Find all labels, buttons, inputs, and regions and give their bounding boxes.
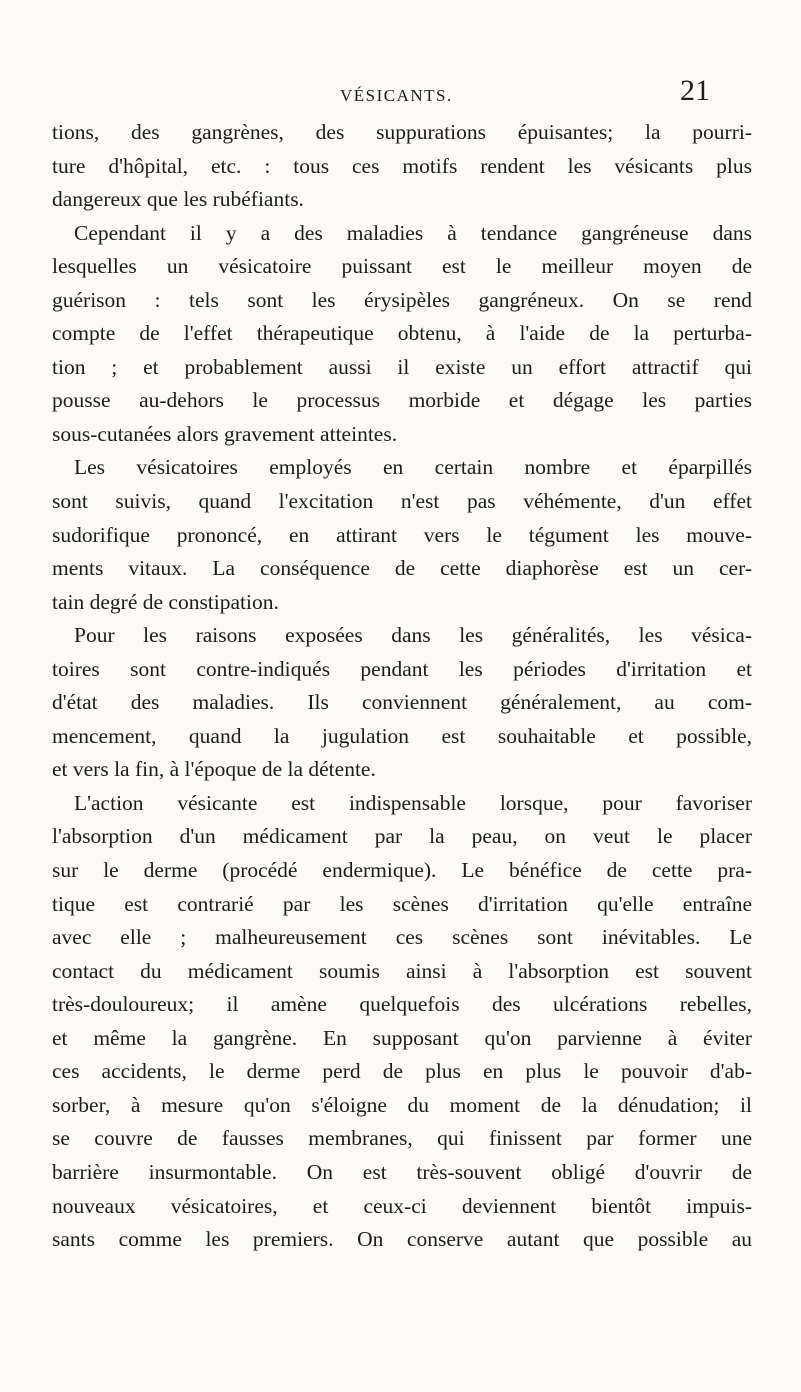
text-line: ces accidents, le derme perd de plus en plus le pouvoir d'ab- [52, 1059, 752, 1084]
text-line: sorber, à mesure qu'on s'éloigne du moment de la dénudation; il [52, 1092, 752, 1117]
text-line: tain degré de constipation. [52, 589, 279, 614]
text-line: et même la gangrène. En supposant qu'on parvienne à éviter [52, 1025, 752, 1050]
text-line: Les vésicatoires employés en certain nombre et éparpillés [74, 455, 752, 480]
text-line: dangereux que les rubéfiants. [52, 187, 304, 212]
text-line: toires sont contre-indiqués pendant les périodes d'irritation et [52, 656, 752, 681]
text-line: compte de l'effet thérapeutique obtenu, à l'aide de la perturba- [52, 321, 752, 346]
text-line: pousse au-dehors le processus morbide et dégage les parties [52, 388, 752, 413]
text-line: L'action vésicante est indispensable lorsque, pour favoriser [74, 790, 752, 815]
text-line: très-douloureux; il amène quelquefois des ulcérations rebelles, [52, 992, 752, 1017]
text-line: sudorifique prononcé, en attirant vers le tégument les mouve- [52, 522, 752, 547]
text-line: nouveaux vésicatoires, et ceux-ci deviennent bientôt impuis- [52, 1193, 752, 1218]
text-line: tions, des gangrènes, des suppurations épuisantes; la pourri- [52, 120, 752, 144]
text-line: se couvre de fausses membranes, qui finissent par former une [52, 1126, 752, 1151]
text-line: ture d'hôpital, etc. : tous ces motifs rendent les vésicants plus [52, 153, 752, 178]
text-line: sous-cutanées alors gravement atteintes. [52, 421, 398, 446]
text-line: guérison : tels sont les érysipèles gangréneux. On se rend [52, 287, 752, 312]
page-number: 21 [680, 74, 710, 107]
text-line: tique est contrarié par les scènes d'irritation qu'elle entraîne [52, 891, 752, 916]
text-line: l'absorption d'un médicament par la peau, on veut le placer [52, 824, 752, 849]
text-line: sants comme les premiers. On conserve autant que possible au [52, 1227, 752, 1252]
body-text [52, 116, 752, 1257]
text-line: contact du médicament soumis ainsi à l'absorption est souvent [52, 958, 752, 983]
text-line: lesquelles un vésicatoire puissant est le meilleur moyen de [52, 254, 752, 279]
text-line: sont suivis, quand l'excitation n'est pas véhémente, d'un effet [52, 489, 752, 514]
text-line: mencement, quand la jugulation est souhaitable et possible, [52, 723, 752, 748]
text-line: d'état des maladies. Ils conviennent généralement, au com- [52, 690, 752, 715]
text-line: tion ; et probablement aussi il existe un effort attractif qui [52, 354, 752, 379]
text-line: barrière insurmontable. On est très-souvent obligé d'ouvrir de [52, 1159, 752, 1184]
running-head [0, 72, 801, 112]
text-line: sur le derme (procédé endermique). Le bénéfice de cette pra- [52, 858, 752, 883]
text-line: avec elle ; malheureusement ces scènes sont inévitables. Le [52, 925, 752, 950]
text-line: ments vitaux. La conséquence de cette diaphorèse est un cer- [52, 556, 752, 581]
text-line: Cependant il y a des maladies à tendance gangréneuse dans [74, 220, 752, 245]
text-line: et vers la fin, à l'époque de la détente. [52, 757, 376, 782]
running-title: VÉSICANTS. [340, 86, 453, 105]
text-line: Pour les raisons exposées dans les généralités, les vésica- [74, 623, 752, 648]
